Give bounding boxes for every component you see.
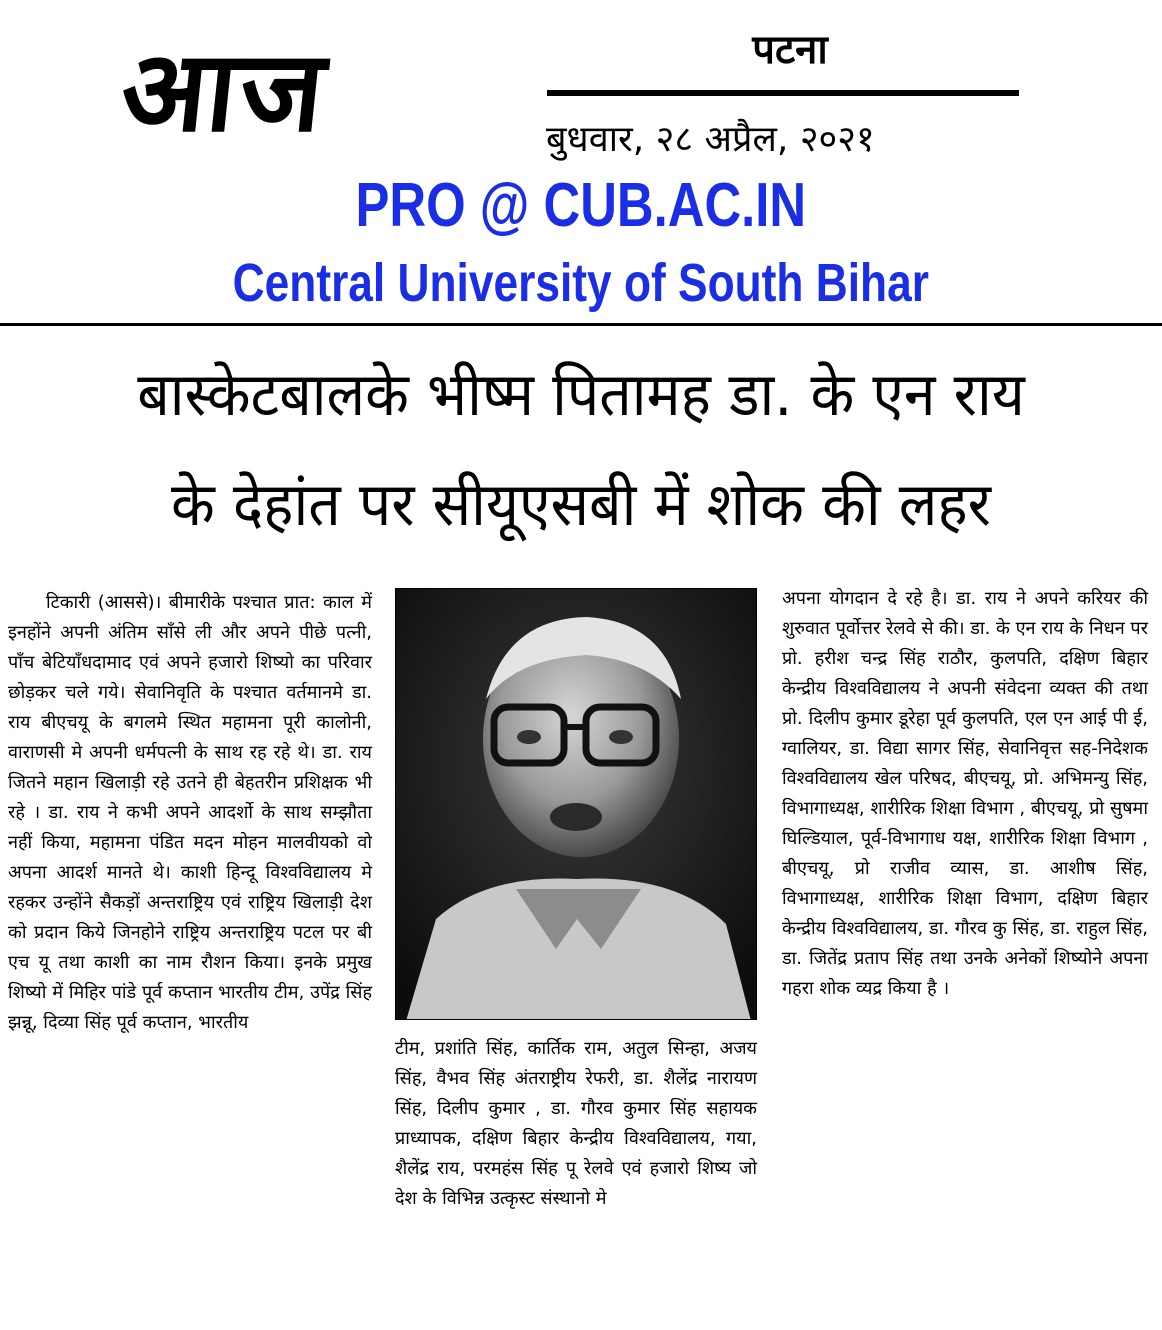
article-column-2 (395, 1034, 757, 1214)
newspaper-masthead: आज (115, 27, 335, 157)
edition-city: पटना (752, 27, 828, 73)
column-2-text: टीम, प्रशांति सिंह, कार्तिक राम, अतुल सिन्हा, अजय सिंह, वैभव सिंह अंतराष्ट्रीय रेफरी, डा. शैलेंद्र नारायण सिंह, दिलीप कुमार , डा. गौरव कुमार सिंह सहायक प्राध्यापक, दक्षिण बिहार केन्द्रीय विश्वविद्यालय, गया, शैलेंद्र राय, परमहंस सिंह पू रेलवे एवं हजारो शिष्य जो देश के विभिन्न उत्कृस्ट संस्थानो मे (395, 1038, 757, 1209)
article-column-1 (8, 588, 372, 1038)
headline-line-1: बास्केटबालके भीष्म पितामह डा. के एन राय (137, 360, 1025, 430)
column-3-text: अपना योगदान दे रहे है। डा. राय ने अपने करियर की शुरुवात पूर्वोत्तर रेलवे से की। डा. के एन राय के निधन पर प्रो. हरीश चन्द्र सिंह राठौर, कुलपति, दक्षिण बिहार केन्द्रीय विश्वविद्यालय ने अपनी संवेदना व्यक्त की तथा प्रो. दिलीप कुमार डूरेहा पूर्व कुलपति, एल एन आई पी ई, ग्वालियर, डा. विद्या सागर सिंह, सेवानिवृत्त सह-निदेशक विश्वविद्यालय खेल परिषद, बीएचयू, प्रो. अभिमन्यु सिंह, विभागाध्यक्ष, शारीरिक शिक्षा विभाग , बीएचयू, प्रो सुषमा घिल्डियाल, पूर्व-विभागाध यक्ष, शारीरिक शिक्षा विभाग , बीएचयू, प्रो राजीव व्यास, डा. आशीष सिंह, विभागाध्यक्ष, शारीरिक शिक्षा विभाग, दक्षिण बिहार केन्द्रीय विश्वविद्यालय, डा. गौरव कु सिंह, डा. राहुल सिंह, डा. जितेंद्र प्रताप सिंह तथा उनके अनेकों शिष्योने अपना गहरा शोक व्यद्र किया है । (782, 588, 1148, 999)
portrait-photo-image (396, 589, 757, 1020)
pro-email-banner: PRO @ CUB.AC.IN (355, 171, 807, 240)
edition-date: बुधवार, २८ अप्रैल, २०२१ (546, 119, 875, 160)
article-column-3 (782, 584, 1148, 1004)
column-1-text: टिकारी (आससे)। बीमारीके पश्चात प्रात: काल में इनहोंने अपनी अंतिम साँसे ली और अपने पीछे पत्नी, पाँच बेटियाँधदामाद एवं अपने हजारो शिष्यो का परिवार छोड़कर चले गये। सेवानिवृति के पश्चात वर्तमानमे डा. राय बीएचयू के बगलमे स्थित महामना पूरी कालोनी, वाराणसी मे अपनी धर्मपत्नी के साथ रह रहे थे। डा. राय जितने महान खिलाड़ी रहे उतने ही बेहतरीन प्रशिक्षक भी रहे । डा. राय ने कभी अपने आदर्शो के साथ सम्झौता नहीं किया, महामना पंडित मदन मोहन मालवीयको वो अपना आदर्श मानते थे। काशी हिन्दू विश्वविद्यालय मे रहकर उन्होंने सैकड़ों अन्तराष्ट्रिय एवं राष्ट्रिय खिलाड़ी देश को प्रदान किये जिनहोने राष्ट्रिय अन्तराष्ट्रिय पटल पर बी एच यू तथा काशी का नाम रौशन किया। इनके प्रमुख शिष्यो में मिहिर पांडे पूर्व कप्तान भारतीय टीम, उपेंद्र सिंह झन्नू, दिव्या सिंह पूर्व कप्तान, भारतीय (8, 592, 372, 1033)
masthead-divider (547, 90, 1019, 96)
headline-line-2: के देहांत पर सीयूएसबी में शोक की लहर (171, 470, 991, 540)
header-rule (0, 323, 1162, 326)
university-name-banner: Central University of South Bihar (232, 253, 929, 313)
portrait-photo (395, 588, 757, 1020)
article-headline (0, 340, 1162, 560)
